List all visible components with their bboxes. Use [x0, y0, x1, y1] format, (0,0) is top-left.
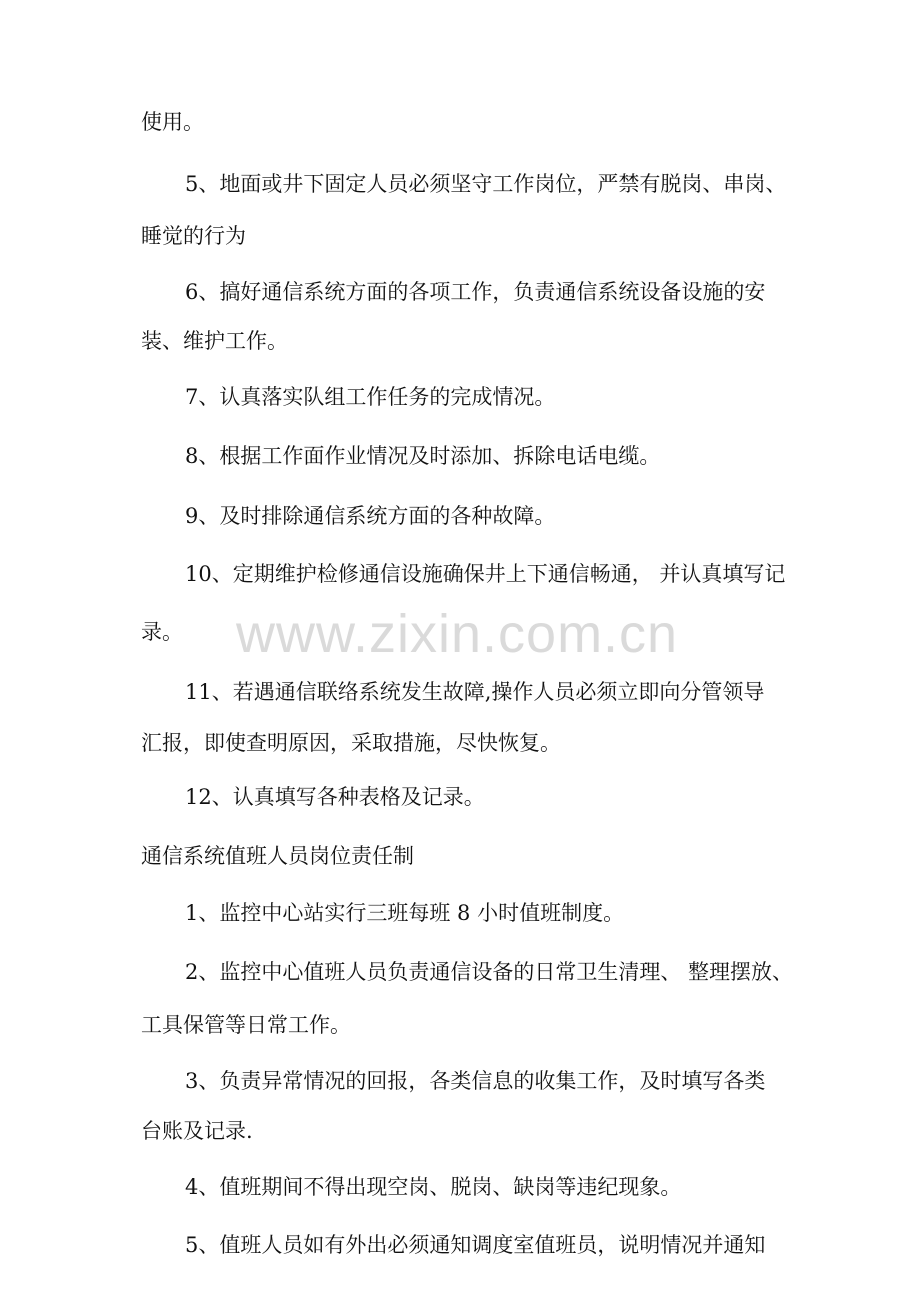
paragraph-line: 汇报，即使查明原因，采取措施，尽快恢复。 [141, 731, 561, 755]
paragraph-line: 5、地面或井下固定人员必须坚守工作岗位，严禁有脱岗、串岗、 [185, 172, 787, 196]
paragraph-line: 工具保管等日常工作。 [141, 1013, 351, 1037]
paragraph-line: 8、根据工作面作业情况及时添加、拆除电话电缆。 [185, 444, 661, 468]
paragraph-line: 10、定期维护检修通信设施确保井上下通信畅通， 并认真填写记 [185, 562, 786, 586]
paragraph-line: 5、值班人员如有外出必须通知调度室值班员，说明情况并通知 [185, 1233, 766, 1257]
paragraph-line: 7、认真落实队组工作任务的完成情况。 [185, 385, 556, 409]
paragraph-line: 3、负责异常情况的回报，各类信息的收集工作，及时填写各类 [185, 1069, 766, 1093]
paragraph-line: 6、搞好通信系统方面的各项工作，负责通信系统设备设施的安 [185, 280, 766, 304]
paragraph-line: 4、值班期间不得出现空岗、脱岗、缺岗等违纪现象。 [185, 1175, 682, 1199]
paragraph-line: 1、监控中心站实行三班每班 8 小时值班制度。 [185, 901, 625, 925]
paragraph-line: 录。 [141, 620, 183, 644]
paragraph-line: 使用。 [141, 110, 204, 134]
paragraph-line: 12、认真填写各种表格及记录。 [185, 785, 485, 809]
paragraph-line: 台账及记录. [141, 1119, 253, 1143]
paragraph-line: 2、监控中心值班人员负责通信设备的日常卫生清理、 整理摆放、 [185, 960, 794, 984]
paragraph-line: 9、及时排除通信系统方面的各种故障。 [185, 504, 556, 528]
watermark: www.zixin.com.cn [236, 604, 679, 664]
paragraph-line: 11、若遇通信联络系统发生故障,操作人员必须立即向分管领导 [185, 680, 765, 704]
section-title: 通信系统值班人员岗位责任制 [141, 844, 414, 868]
paragraph-line: 睡觉的行为 [141, 224, 246, 248]
paragraph-line: 装、维护工作。 [141, 329, 288, 353]
